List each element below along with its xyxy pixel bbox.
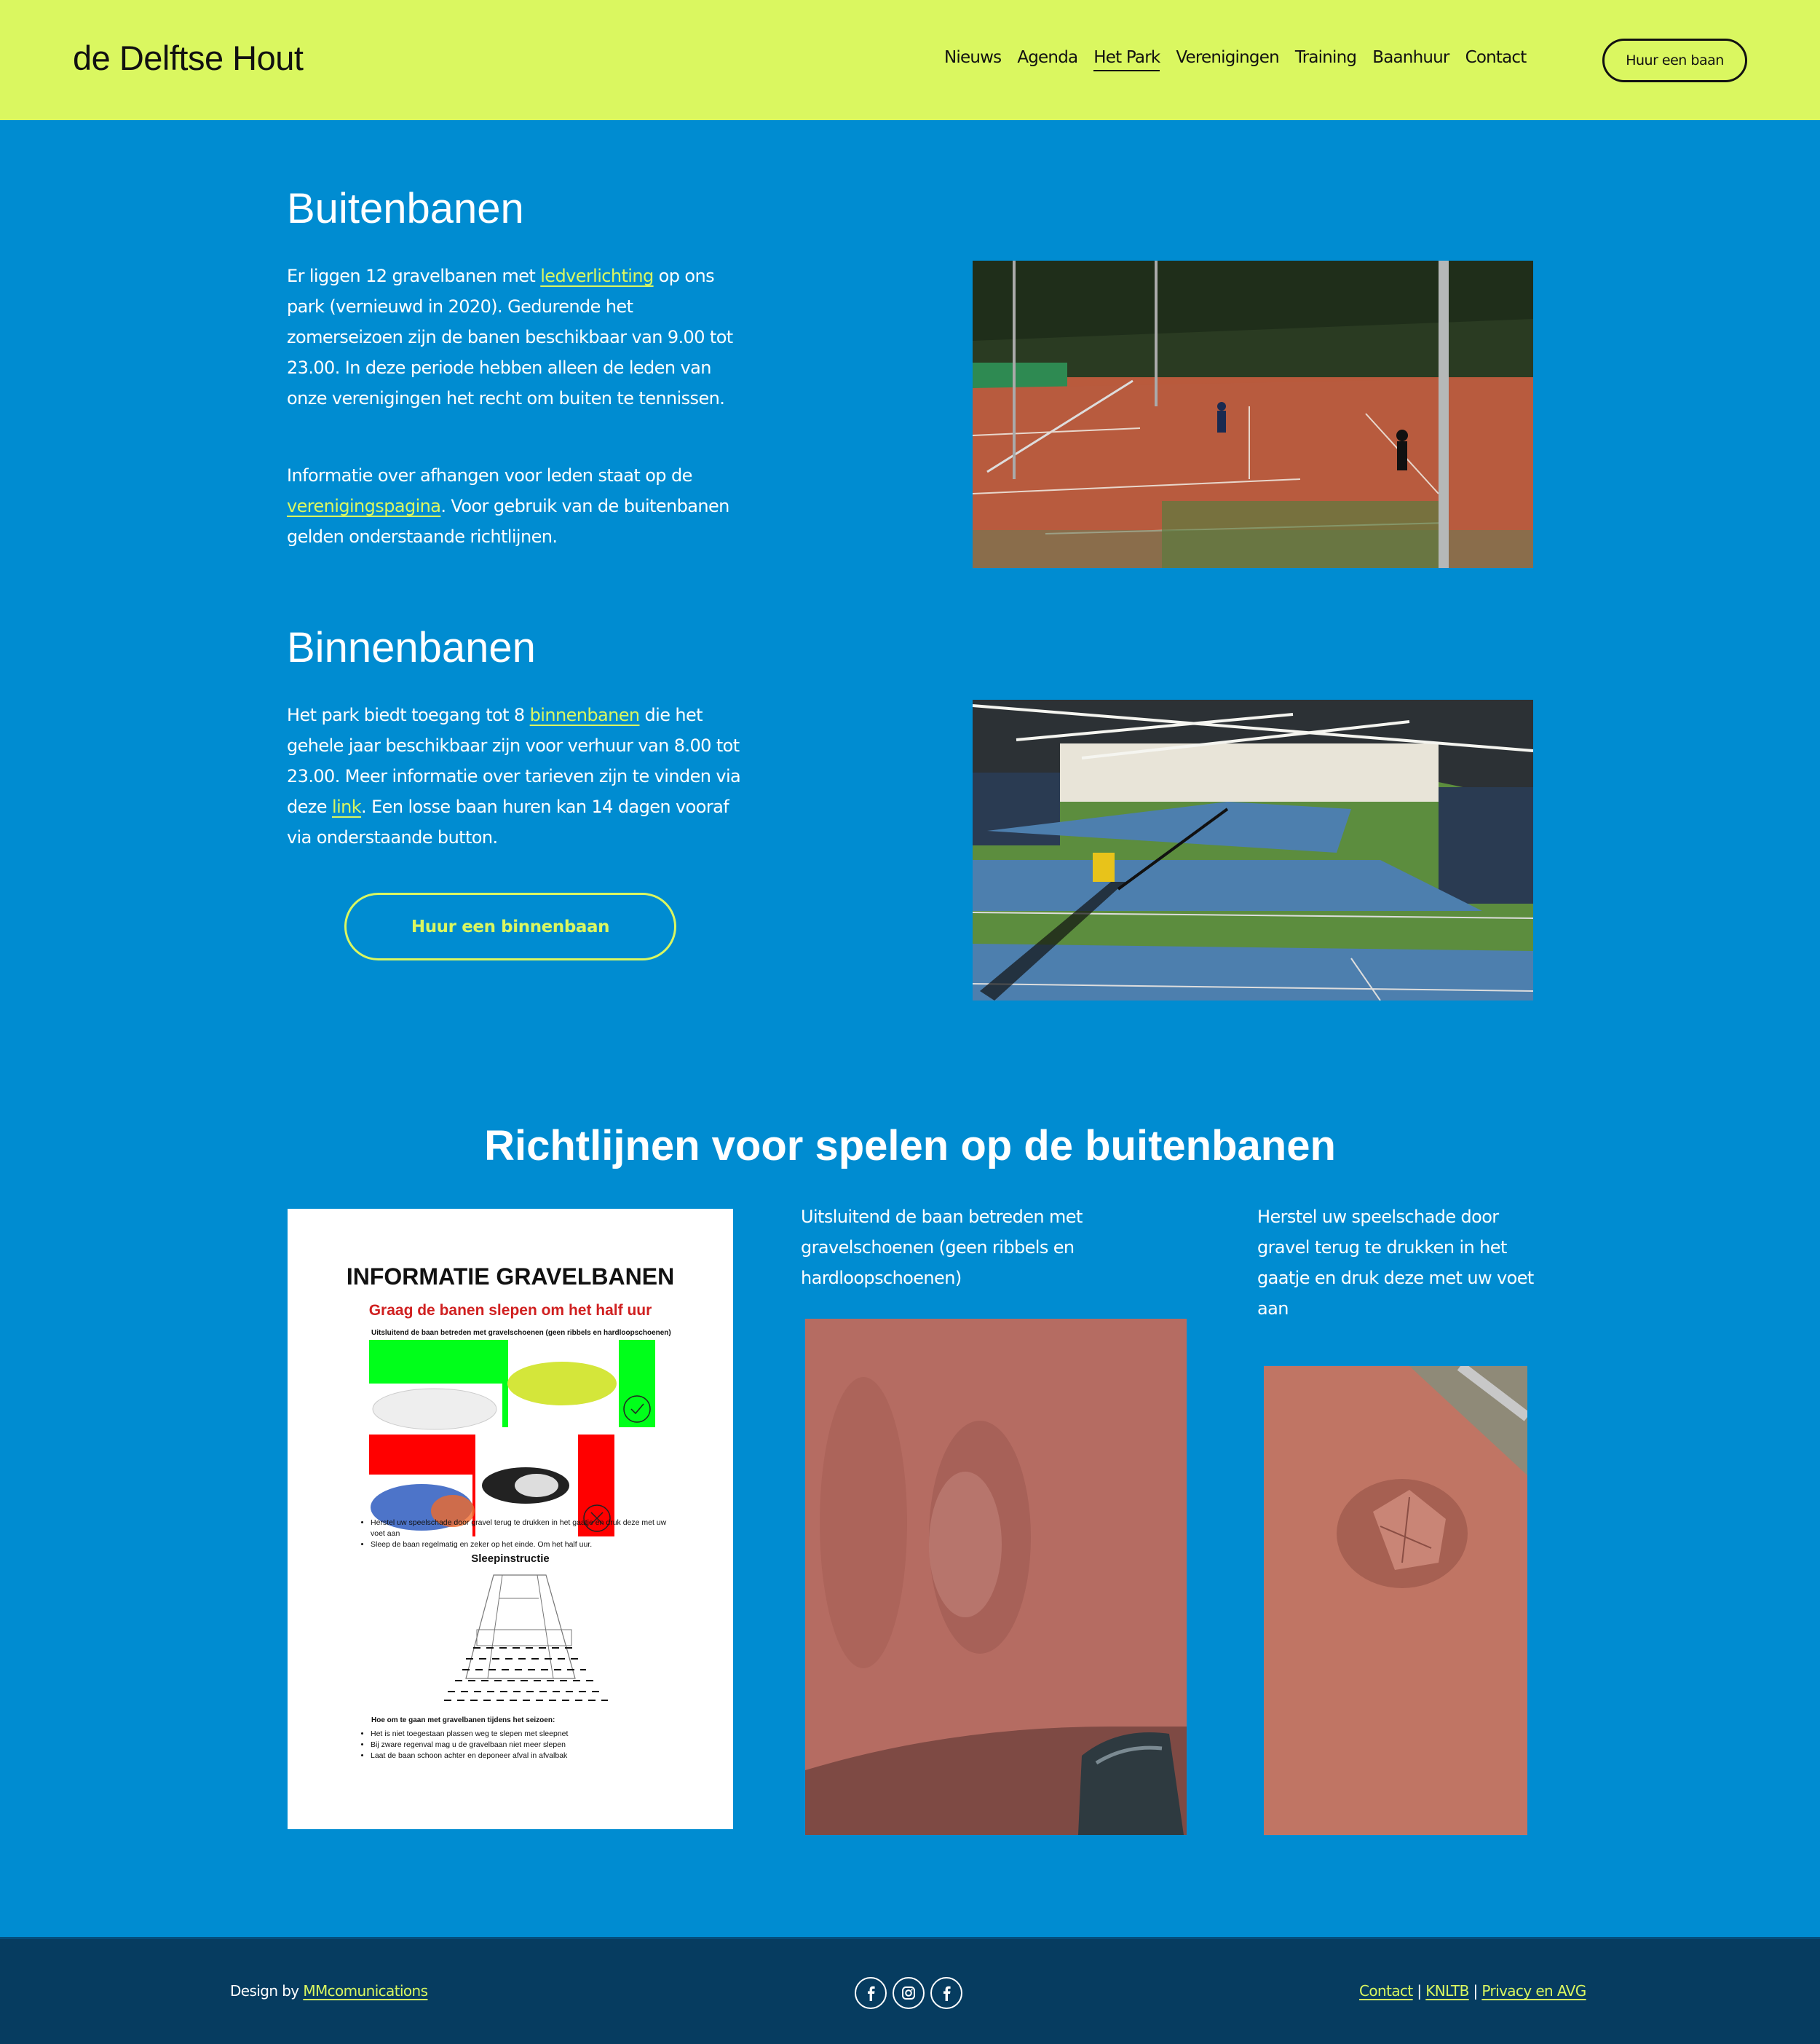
buitenbanen-paragraph-2	[287, 460, 738, 552]
text: . Een losse baan huren kan 14 dagen vooraf via onderstaande button.	[287, 797, 729, 848]
poster-season-title: Hoe om te gaan met gravelbanen tijdens het seizoen:	[371, 1716, 555, 1724]
poster-subtitle: Graag de banen slepen om het half uur	[368, 1302, 652, 1319]
footer-link-knltb[interactable]: KNLTB	[1425, 1982, 1469, 2000]
ledverlichting-link[interactable]: ledverlichting	[540, 266, 654, 286]
binnenbanen-paragraph	[287, 700, 745, 853]
nav-item-training[interactable]: Training	[1294, 48, 1357, 67]
text: die het gehele jaar beschikbaar zijn voor verhuur van 8.00 tot 23.00. Meer informatie over tarieven zijn te vinden via deze	[287, 705, 741, 817]
poster-bullets-2	[360, 1729, 681, 1761]
mmcomunications-link[interactable]: MMcomunications	[303, 1982, 428, 2000]
social-links	[855, 1977, 962, 2009]
footer-credit	[230, 1982, 427, 2000]
credit-label: Design by	[230, 1982, 304, 2000]
site-header	[0, 0, 1820, 120]
section-title-buitenbanen: Buitenbanen	[287, 185, 524, 232]
poster-title: INFORMATIE GRAVELBANEN	[346, 1263, 675, 1290]
sleep-diagram	[430, 1569, 619, 1708]
poster-bullet: • Herstel uw speelschade door gravel terug te drukken in het gaatje en druk deze met uw voet aan	[371, 1518, 681, 1539]
footer-links	[1359, 1982, 1586, 2000]
separator: |	[1417, 1982, 1422, 2000]
main-nav	[944, 48, 1542, 71]
instagram-icon[interactable]	[893, 1977, 925, 2009]
nav-item-baanhuur[interactable]: Baanhuur	[1372, 48, 1449, 67]
section-title-richtlijnen: Richtlijnen voor spelen op de buitenbanen	[484, 1122, 1336, 1169]
facebook-icon[interactable]	[930, 1977, 962, 2009]
nav-item-contact[interactable]: Contact	[1465, 48, 1527, 67]
guideline-shoes-text: Uitsluitend de baan betreden met gravelschoenen (geen ribbels en hardloopschoenen)	[801, 1207, 1083, 1288]
facebook-icon[interactable]	[855, 1977, 887, 2009]
text: Informatie over afhangen voor leden staat op de	[287, 465, 692, 486]
poster-bullet: • Bij zware regenval mag u de gravelbaan niet meer slepen	[371, 1740, 681, 1751]
text: Het park biedt toegang tot 8	[287, 705, 530, 725]
verenigingspagina-link[interactable]: verenigingspagina	[287, 496, 441, 516]
binnenbanen-link[interactable]: binnenbanen	[529, 705, 640, 725]
footprint-gravel-photo	[805, 1319, 1187, 1835]
poster-bullets-1	[360, 1518, 681, 1550]
nav-item-agenda[interactable]: Agenda	[1017, 48, 1078, 67]
nav-item-verenigingen[interactable]: Verenigingen	[1176, 48, 1279, 67]
buitenbanen-paragraph-1	[287, 261, 738, 414]
huur-een-binnenbaan-button[interactable]: Huur een binnenbaan	[344, 893, 676, 960]
tarieven-link[interactable]: link	[332, 797, 362, 817]
site-logo[interactable]: de Delftse Hout	[73, 39, 304, 77]
poster-shoes-note: Uitsluitend de baan betreden met gravelschoenen (geen ribbels en hardloopschoenen)	[371, 1329, 671, 1337]
separator: |	[1473, 1982, 1478, 2000]
footer-link-privacy[interactable]: Privacy en AVG	[1481, 1982, 1586, 2000]
gravel-info-poster	[288, 1209, 733, 1829]
guideline-repair-text: Herstel uw speelschade door gravel terug te drukken in het gaatje en druk deze met uw voet aan	[1257, 1207, 1534, 1319]
section-title-binnenbanen: Binnenbanen	[287, 624, 536, 671]
nav-item-het-park[interactable]: Het Park	[1093, 48, 1160, 71]
poster-bullet: • Het is niet toegestaan plassen weg te slepen met sleepnet	[371, 1729, 681, 1740]
poster-bullet: • Sleep de baan regelmatig en zeker op het einde. Om het half uur.	[371, 1539, 681, 1550]
text: . Voor gebruik van de buitenbanen gelden onderstaande richtlijnen.	[287, 496, 729, 547]
outdoor-courts-photo	[973, 261, 1533, 568]
huur-een-baan-button[interactable]: Huur een baan	[1602, 39, 1747, 82]
footer-link-contact[interactable]: Contact	[1359, 1982, 1413, 2000]
repaired-gravel-photo	[1264, 1366, 1527, 1835]
text: Er liggen 12 gravelbanen met	[287, 266, 541, 286]
indoor-courts-photo	[973, 700, 1533, 1001]
poster-bullet: • Laat de baan schoon achter en deponeer afval in afvalbak	[371, 1751, 681, 1761]
text: op ons park (vernieuwd in 2020). Gedurende het zomerseizoen zijn de banen beschikbaar van 9.00 tot 23.00. In deze periode hebben alleen de leden van onze verenigingen het recht om buiten te tennissen.	[287, 266, 733, 409]
poster-sleep-title: Sleepinstructie	[471, 1552, 550, 1565]
nav-item-nieuws[interactable]: Nieuws	[944, 48, 1002, 67]
